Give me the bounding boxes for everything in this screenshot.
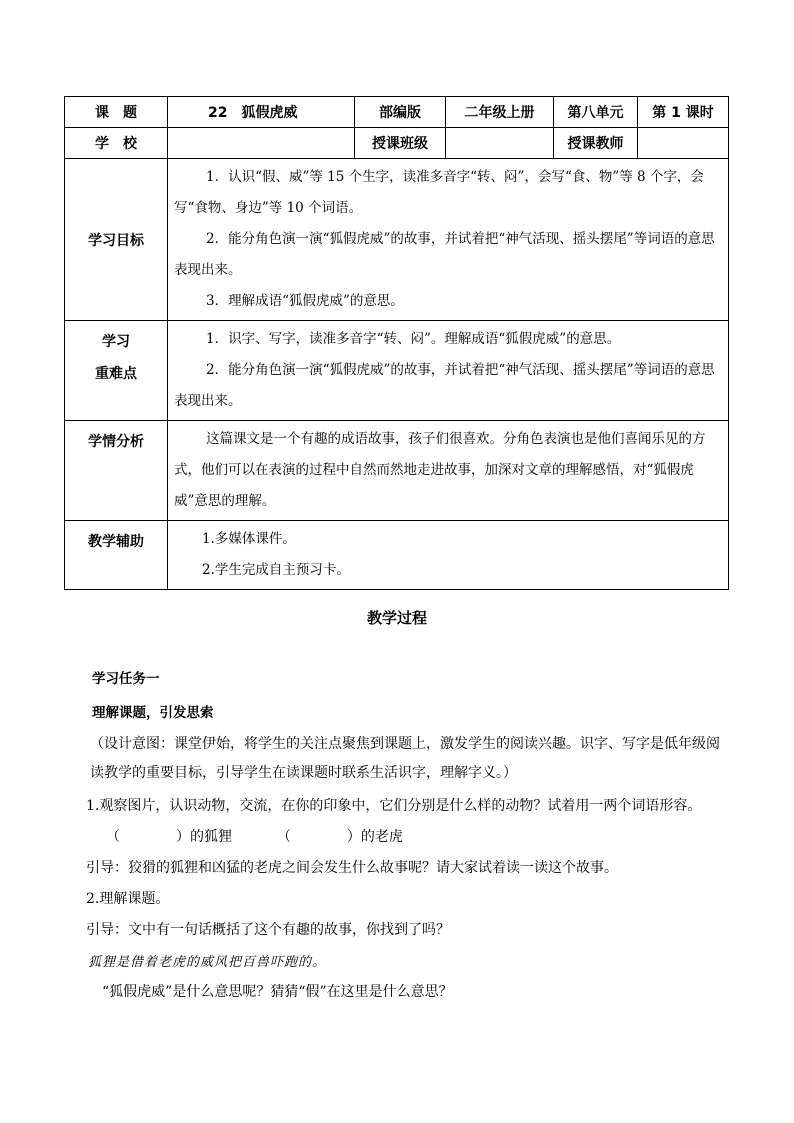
analysis-content [168,421,729,521]
goals-label: 学习目标 [65,159,168,321]
edition: 部编版 [355,97,446,128]
teacher-label: 授课教师 [554,128,638,159]
aids-content [168,521,729,590]
fill-blank-row [106,826,403,846]
blank-tiger-label: 的老虎 [360,829,403,845]
design-intent: （设计意图：课堂伊始，将学生的关注点聚焦到课题上，激发学生的阅读兴趣。识字、写字是低年级阅读教学的重要目标，引导学生在读课题时联系生活识字，理解字义。） [90,736,720,781]
key-points-label-line1: 学习 [102,334,130,350]
guide-1: 引导：狡猾的狐狸和凶猛的老虎之间会发生什么故事呢？请大家试着读一读这个故事。 [86,860,618,876]
aid-item: 2.学生完成自主预习卡。 [202,562,350,578]
blank-fox-label: 的狐狸 [190,829,232,845]
blank-close-fox: ） [176,829,190,845]
blank-close-tiger: ） [346,829,361,845]
key-points-content [168,321,729,421]
class-label: 授课班级 [355,128,446,159]
lesson-title: 22 狐假虎威 [168,97,355,128]
goal-item: 2．能分角色演一演“狐假虎威”的故事，并试着把“神气活现、摇头摆尾”等词语的意思表现出来。 [174,231,715,278]
task-subtitle: 理解课题，引发思索 [92,705,214,721]
analysis-label: 学情分析 [65,421,168,521]
handwritten-sentence: 狐狸是借着老虎的威风把百兽吓跑的。 [88,955,327,970]
key-point-item: 2．能分角色演一演“狐假虎威”的故事，并试着把“神气活现、摇头摆尾”等词语的意思表现出来。 [174,362,715,409]
analysis-text: 这篇课文是一个有趣的成语故事，孩子们很喜欢。分角色表演也是他们喜闻乐见的方式，他们可以在表演的过程中自然而然地走进故事，加深对文章的理解感悟，对“狐假虎威”意思的理解。 [174,431,706,509]
blank-open-tiger: （ [276,829,291,845]
school-value [168,128,355,159]
period: 第 1 课时 [638,97,729,128]
aids-label: 教学辅助 [65,521,168,590]
process-title: 教学过程 [366,609,427,627]
question: “狐假虎威”是什么意思呢？猜猜“假”在这里是什么意思？ [102,984,453,1000]
grade: 二年级上册 [446,97,554,128]
key-points-label [65,321,168,421]
blank-open-fox: （ [106,829,120,845]
keti-label: 课 题 [65,97,168,128]
step-1: 1.观察图片，认识动物，交流，在你的印象中，它们分别是什么样的动物？试着用一两个词语形容。 [86,798,702,814]
goal-item: 3．理解成语“狐假虎威”的意思。 [206,293,404,309]
key-point-item: 1．识字、写字，读准多音字“转、闷”。理解成语“狐假虎威”的意思。 [206,331,621,347]
school-label: 学 校 [65,128,168,159]
class-value [446,128,554,159]
goals-content [168,159,729,321]
aid-item: 1.多媒体课件。 [202,531,296,547]
goal-item: 1．认识“假、威”等 15 个生字，读准多音字“转、闷”，会写“食、物”等 8 个字，会写“食物、身边”等 10 个词语。 [174,169,704,216]
step-2: 2.理解课题。 [86,891,170,907]
guide-2: 引导：文中有一句话概括了这个有趣的故事，你找到了吗？ [86,922,450,938]
lesson-info-table [64,96,729,590]
teacher-value [638,128,729,159]
unit: 第八单元 [554,97,638,128]
task-title: 学习任务一 [92,671,160,687]
key-points-label-line2: 重难点 [95,366,137,382]
